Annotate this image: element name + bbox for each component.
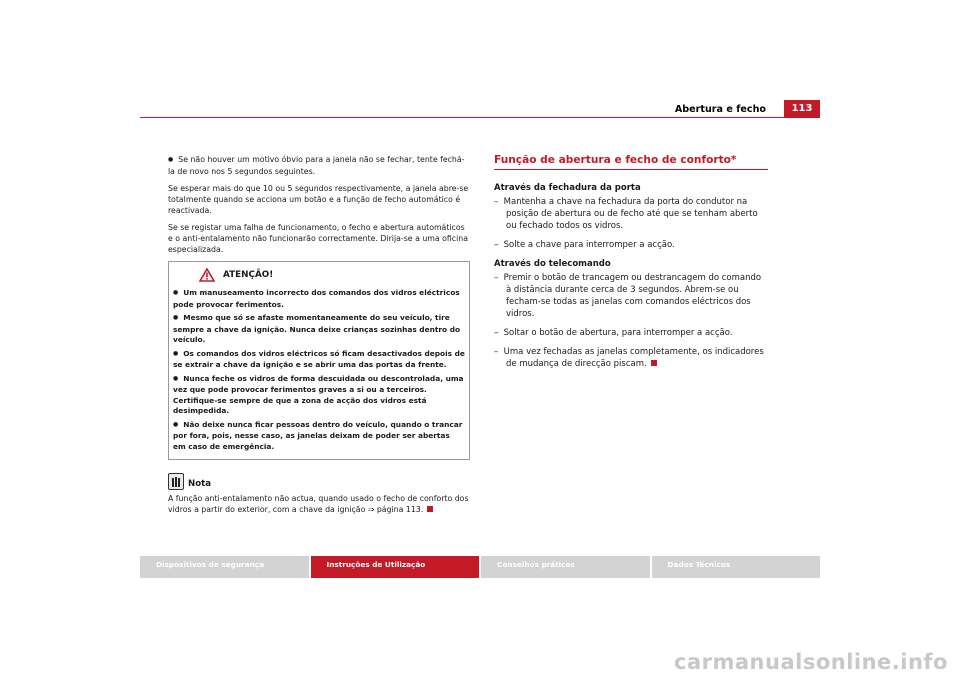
footer-navigation	[140, 556, 820, 578]
footer-tab-practical-tips[interactable]: Conselhos práticos	[481, 556, 650, 578]
note-title: Nota	[188, 479, 212, 489]
paragraph: Se se registar uma falha de funcionamento, o fecho e abertura automáticos e o anti-entalamento não funcionarão correctamente. Dirija-se a uma oficina especializada.	[168, 223, 468, 254]
right-column	[494, 154, 768, 377]
footer-tab-operating-instructions[interactable]: Instruções de Utilização	[311, 556, 480, 578]
section-heading: Função de abertura e fecho de conforto*	[494, 154, 768, 170]
warning-title: ATENÇÃO!	[223, 269, 274, 280]
info-note-icon	[168, 473, 184, 490]
warning-header	[169, 262, 469, 288]
warning-item: ● Um manuseamento incorrecto dos comandos dos vidros eléctricos pode provocar ferimentos.	[169, 288, 469, 310]
subheading-door-lock: Através da fechadura da porta	[494, 183, 641, 193]
paragraph: Se esperar mais do que 10 ou 5 segundos respectivamente, a janela abre-se totalmente quando se acciona um botão e a função de fecho automático é reactivada.	[168, 184, 469, 215]
note-text	[168, 493, 470, 515]
note-header	[168, 472, 470, 490]
header-rule	[140, 117, 820, 118]
list-item: – Mantenha a chave na fechadura da porta do condutor na posição de abertura ou de fecho até que se tenham aberto ou fechado todos os vidros.	[494, 197, 758, 231]
list-item: – Solte a chave para interromper a acção.	[494, 240, 675, 250]
intro-bullet: ● Se não houver um motivo óbvio para a janela não se fechar, tente fechá-la de novo nos 5 segundos seguintes.	[168, 154, 470, 177]
list-item: – Uma vez fechadas as janelas completamente, os indicadores de mudança de direcção piscam.	[494, 347, 764, 369]
left-column	[168, 154, 470, 515]
subheading-remote: Através do telecomando	[494, 259, 611, 269]
footer-tab-technical-data[interactable]: Dados Técnicos	[652, 556, 821, 578]
page-number: 113	[784, 100, 820, 118]
warning-item: ● Nunca feche os vidros de forma descuidada ou descontrolada, uma vez que pode provocar ferimentos graves a si ou a terceiros. Certifique-se sempre de que a zona de acção dos vidros está desimpedida.	[169, 374, 469, 417]
section-title: Abertura e fecho	[674, 104, 766, 115]
end-mark-icon	[427, 506, 433, 512]
warning-item: ● Mesmo que só se afaste momentaneamente do seu veículo, tire sempre a chave da ignição. Nunca deixe crianças sozinhas dentro do veículo.	[169, 313, 469, 346]
warning-box	[168, 261, 470, 460]
warning-item: ● Os comandos dos vidros eléctricos só ficam desactivados depois de se extrair a chave da ignição e se abrir uma das portas da frente.	[169, 349, 469, 371]
footer-tab-safety[interactable]: Dispositivos de segurança	[140, 556, 309, 578]
end-mark-icon	[651, 360, 657, 366]
list-item: – Premir o botão de trancagem ou destrancagem do comando à distância durante cerca de 3 segundos. Abrem-se ou fecham-se todas as janelas com comandos eléctricos dos vidros.	[494, 273, 762, 319]
warning-triangle-icon	[199, 268, 215, 282]
watermark: carmanualsonline.info	[674, 650, 948, 674]
list-item: – Soltar o botão de abertura, para interromper a acção.	[494, 328, 733, 338]
warning-item: ● Não deixe nunca ficar pessoas dentro do veículo, quando o trancar por fora, pois, nesse caso, as janelas deixam de poder ser abertas em caso de emergência.	[169, 420, 469, 453]
note-body: A função anti-entalamento não actua, quando usado o fecho de conforto dos vidros a partir do exterior, com a chave da ignição ⇒ página 113.	[168, 494, 469, 514]
